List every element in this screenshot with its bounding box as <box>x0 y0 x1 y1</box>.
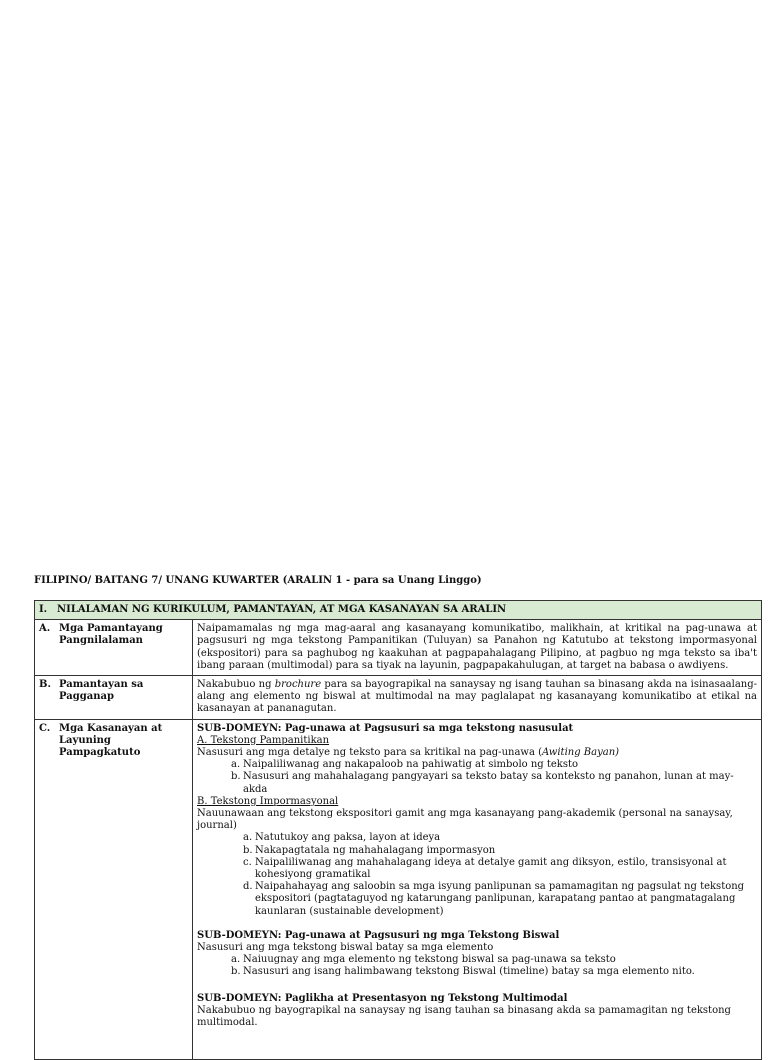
section-number: I. <box>39 604 48 615</box>
row-letter: C. <box>39 722 51 734</box>
row-label-text: Pamantayan sa Pagganap <box>59 679 144 703</box>
list-marker: a. <box>243 832 253 844</box>
row-label <box>35 719 193 1060</box>
page-title: FILIPINO/ BAITANG 7/ UNANG KUWARTER (ARALIN 1 - para sa Unang Linggo) <box>34 575 482 586</box>
subdomain-title: SUB-DOMEYN: Paglikha at Presentasyon ng Tekstong Multimodal <box>197 992 568 1004</box>
row-label-text: Mga Kasanayan at Layuning Pampagkatuto <box>59 722 163 759</box>
list-text: Naipahahayag ang saloobin sa mga isyung panlipunan sa pamamagitan ng pagsulat ng tekstong ekspositori (pagtataguyod ng katarungang panlipunan, karapatang pantao at pangmatagalang kaunlaran (sustainable development) <box>255 881 745 917</box>
list-item <box>243 845 757 857</box>
row-letter: B. <box>39 679 51 691</box>
list-marker: a. <box>231 759 241 771</box>
list-item <box>231 759 757 771</box>
section-header <box>35 601 762 620</box>
row-content: Naipamamalas ng mga mag-aaral ang kasanayang komunikatibo, malikhain, at kritikal na pag-unawa at pagsusuri ng mga tekstong Pampanitikan (Tuluyan) sa Panahon ng Katutubo at tekstong impormasyonal (ekspositori) para sa paghubog ng kaakuhan at pagpapahalagang Pilipino, at pagbuo ng mga teksto sa iba't ibang paraan (multimodal) para sa tiyak na layunin, pagpapakahulugan, at target na babasa o awdiyens. <box>193 620 762 676</box>
row-letter: A. <box>39 623 51 635</box>
list-item <box>231 966 757 978</box>
section-label: NILALAMAN NG KURIKULUM, PAMANTAYAN, AT MGA KASANAYAN SA ARALIN <box>57 604 507 615</box>
list-text: Nasusuri ang isang halimbawang tekstong Biswal (timeline) batay sa mga elemento nito. <box>243 966 695 978</box>
subsection-heading: A. Tekstong Pampanitikan <box>197 734 330 746</box>
row-content <box>193 719 762 1060</box>
row-text-emphasis: brochure <box>274 679 322 691</box>
curriculum-table <box>34 600 762 1060</box>
table-row <box>35 620 762 676</box>
list-marker: b. <box>243 844 253 856</box>
list-item <box>243 857 757 881</box>
list-marker: c. <box>243 856 252 868</box>
list-marker: b. <box>231 966 241 978</box>
list-text: Nakapagtatala ng mahahalagang impormasyon <box>255 844 496 856</box>
table-row <box>35 719 762 1060</box>
list-text: Naipaliliwanag ang mahahalagang ideya at detalye gamit ang diksyon, estilo, transisyonal at kohesiyong gramatikal <box>255 856 727 881</box>
subsection-intro: Nakabubuo ng bayograpikal na sanaysay ng isang tauhan sa binasang akda sa pamamagitan ng tekstong multimodal. <box>197 1004 731 1029</box>
objective-list <box>197 832 757 917</box>
list-marker: b. <box>231 771 241 783</box>
list-marker: d. <box>243 881 253 893</box>
list-item <box>231 954 757 966</box>
intro-text: Nasusuri ang mga detalye ng teksto para sa kritikal na pag-unawa ( <box>197 747 543 759</box>
row-label <box>35 676 193 720</box>
section-header-row <box>35 601 762 620</box>
row-label-text: Mga Pamantayang Pangnilalaman <box>59 623 163 647</box>
list-text: Naiuugnay ang mga elemento ng tekstong biswal sa pag-unawa sa teksto <box>243 954 616 966</box>
list-text: Naipaliliwanag ang nakapaloob na pahiwatig at simbolo ng teksto <box>243 759 579 771</box>
list-item <box>243 832 757 844</box>
subsection-intro <box>197 747 757 759</box>
objective-list <box>197 759 757 796</box>
row-text: para sa bayograpikal na sanaysay ng isang tauhan sa binasang akda na isinasaalang-alang ang elemento ng biswal at multimodal na may paglalapat ng kasanayang komunikatibo at etikal na kasanayan at pananagutan. <box>197 679 758 715</box>
row-text: Nakabubuo ng <box>197 679 275 691</box>
list-text: Nasusuri ang mahahalagang pangyayari sa teksto batay sa konteksto ng panahon, lunan at may-akda <box>243 771 734 795</box>
subsection-heading: B. Tekstong Impormasyonal <box>197 795 339 807</box>
intro-emphasis: Awiting Bayan) <box>542 747 620 759</box>
table-row <box>35 676 762 720</box>
subdomain-title: SUB-DOMEYN: Pag-unawa at Pagsusuri sa mga tekstong nasusulat <box>197 722 574 734</box>
list-text: Natutukoy ang paksa, layon at ideya <box>255 832 441 844</box>
list-item <box>243 881 757 918</box>
row-content <box>193 676 762 720</box>
subdomain-title: SUB-DOMEYN: Pag-unawa at Pagsusuri ng mga Tekstong Biswal <box>197 929 560 941</box>
row-label <box>35 620 193 676</box>
list-item <box>231 771 757 795</box>
list-marker: a. <box>231 954 241 966</box>
subsection-intro: Nasusuri ang mga tekstong biswal batay sa mga elemento <box>197 942 494 954</box>
objective-list <box>197 954 757 978</box>
subsection-intro: Nauunawaan ang tekstong ekspositori gamit ang mga kasanayang pang-akademik (personal na sanaysay, journal) <box>197 808 733 832</box>
